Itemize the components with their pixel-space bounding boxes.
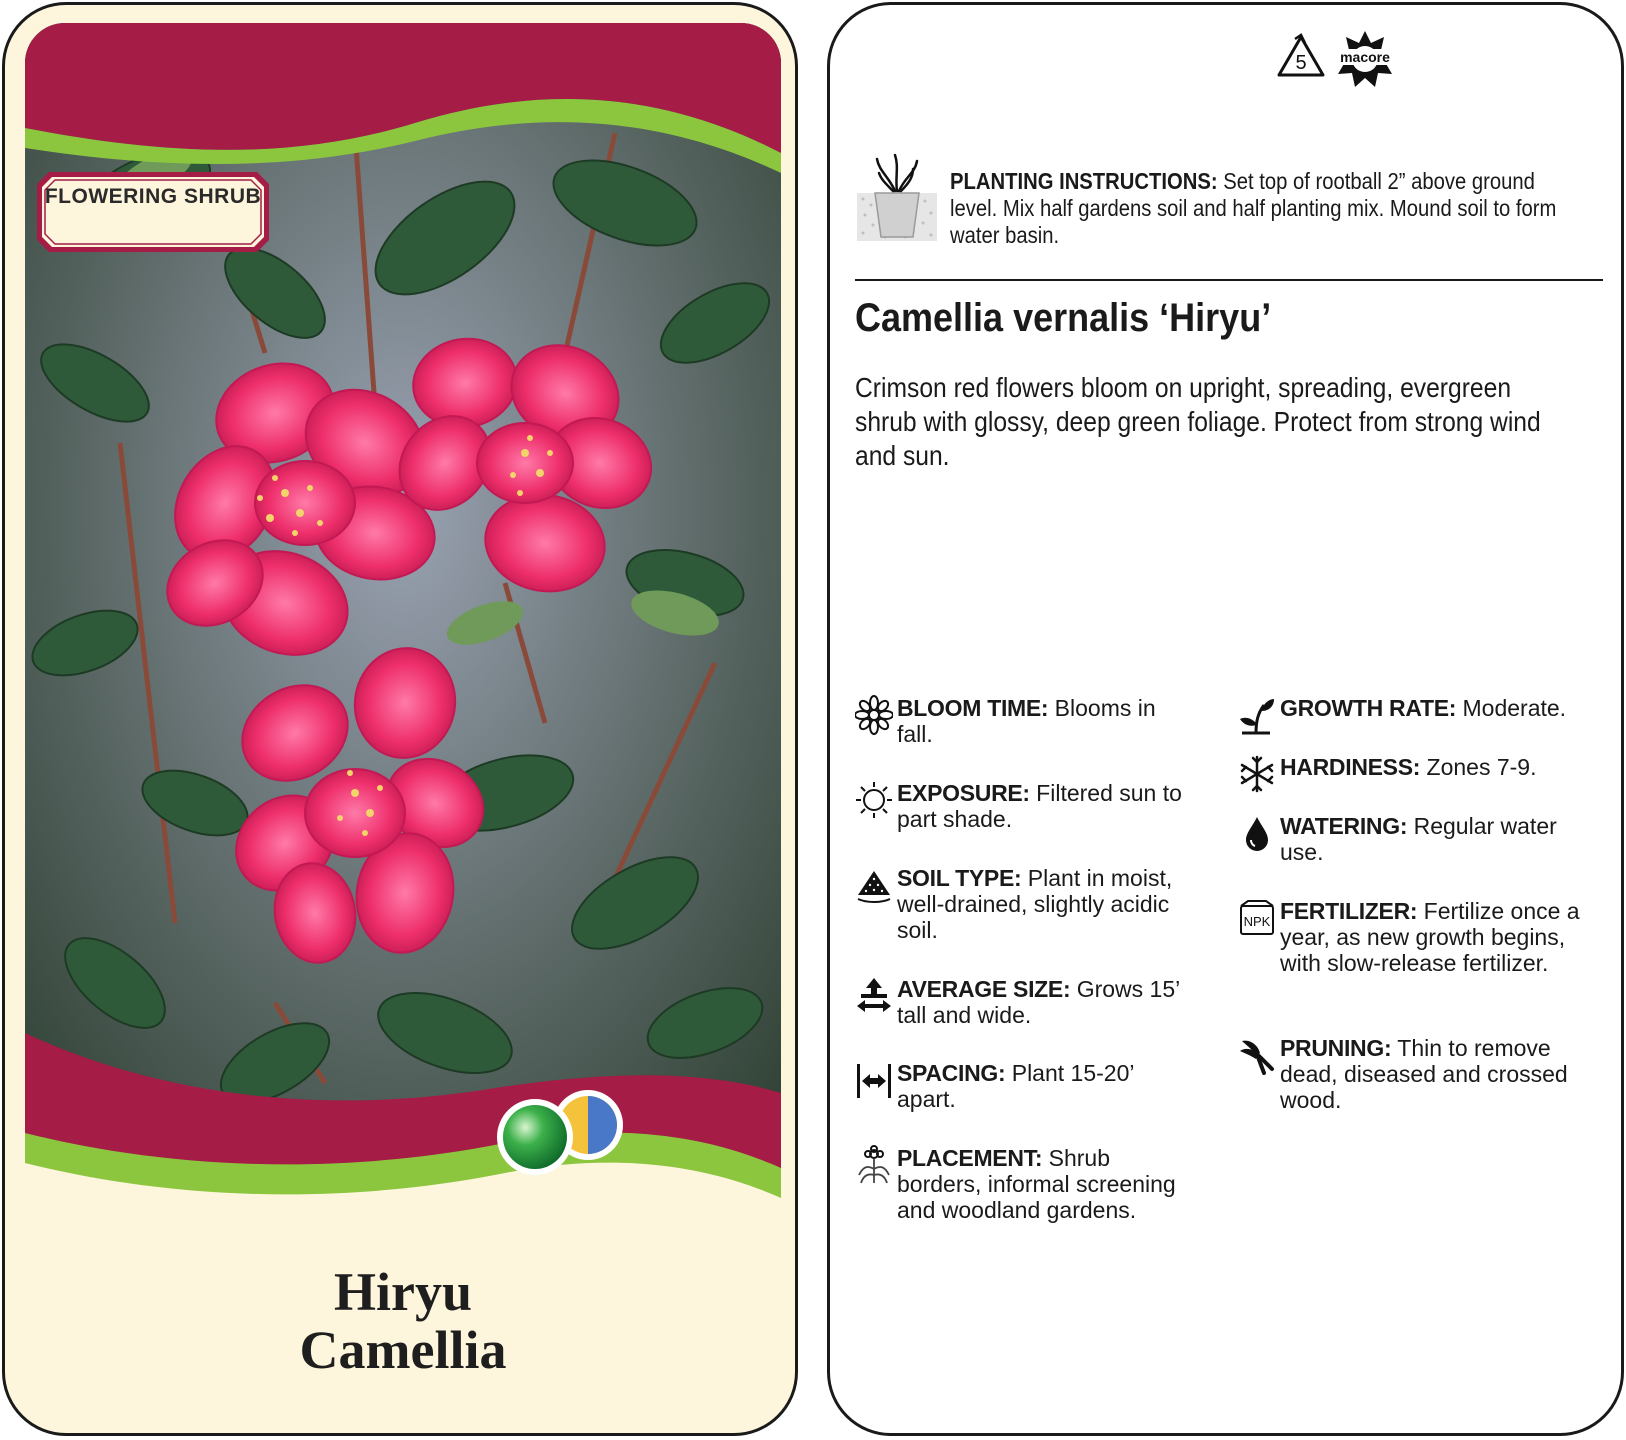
common-name-line-2: Camellia <box>299 1320 507 1380</box>
plant-description: Crimson red flowers bloom on upright, spreading, evergreen shrub with glossy, deep green foliage. Protect from strong wind and sun. <box>855 372 1541 471</box>
fertilizer-icon <box>1238 898 1276 938</box>
attribute-placement: PLACEMENT: Shrub borders, informal screening and woodland gardens. <box>897 1145 1197 1223</box>
soil-icon <box>855 865 893 905</box>
size-icon <box>855 976 893 1016</box>
svg-text:NPK: NPK <box>1243 914 1271 929</box>
attribute-average-size: AVERAGE SIZE: Grows 15’ tall and wide. <box>897 976 1197 1028</box>
section-divider <box>855 279 1603 281</box>
spacing-icon <box>855 1060 893 1100</box>
water-drop-icon <box>1238 813 1276 853</box>
plant-tag-back <box>827 2 1624 1436</box>
attribute-hardiness: HARDINESS: Zones 7-9. <box>1280 754 1600 780</box>
plant-tag-front <box>2 2 798 1436</box>
sprout-icon <box>1238 695 1276 735</box>
common-name <box>5 1263 798 1379</box>
light-requirement-icons <box>493 1087 633 1177</box>
common-name-line-1: Hiryu <box>333 1262 472 1322</box>
flower-icon <box>855 695 893 735</box>
attribute-growth-rate: GROWTH RATE: Moderate. <box>1280 695 1600 721</box>
placement-icon <box>855 1145 893 1185</box>
attribute-bloom-time: BLOOM TIME: Blooms in fall. <box>897 695 1197 747</box>
svg-text:5: 5 <box>1295 52 1307 74</box>
shade-icon <box>497 1099 573 1175</box>
planting-instructions: PLANTING INSTRUCTIONS: Set top of rootball 2” above ground level. Mix half gardens soil and half planting mix. Mound soil to form water basin. <box>950 168 1557 248</box>
attribute-soil-type: SOIL TYPE: Plant in moist, well-drained, slightly acidic soil. <box>897 865 1197 943</box>
category-badge <box>35 170 271 254</box>
macore-logo-text: macore <box>1333 49 1397 65</box>
recycle-5-icon <box>1275 33 1327 81</box>
snowflake-icon <box>1238 754 1276 794</box>
attribute-watering: WATERING: Regular water use. <box>1280 813 1600 865</box>
botanical-name: Camellia vernalis ‘Hiryu’ <box>855 296 1272 340</box>
pruners-icon <box>1238 1035 1276 1075</box>
category-badge-label: FLOWERING SHRUB <box>44 185 262 208</box>
plant-pot-icon <box>855 153 939 245</box>
attribute-spacing: SPACING: Plant 15-20’ apart. <box>897 1060 1197 1112</box>
attribute-exposure: EXPOSURE: Filtered sun to part shade. <box>897 780 1197 832</box>
attribute-fertilizer: NPK FERTILIZER: Fertilize once a year, as new growth begins, with slow-release fertilizer. <box>1280 898 1600 976</box>
attribute-pruning: PRUNING: Thin to remove dead, diseased and crossed wood. <box>1280 1035 1600 1113</box>
sun-icon <box>855 780 893 820</box>
